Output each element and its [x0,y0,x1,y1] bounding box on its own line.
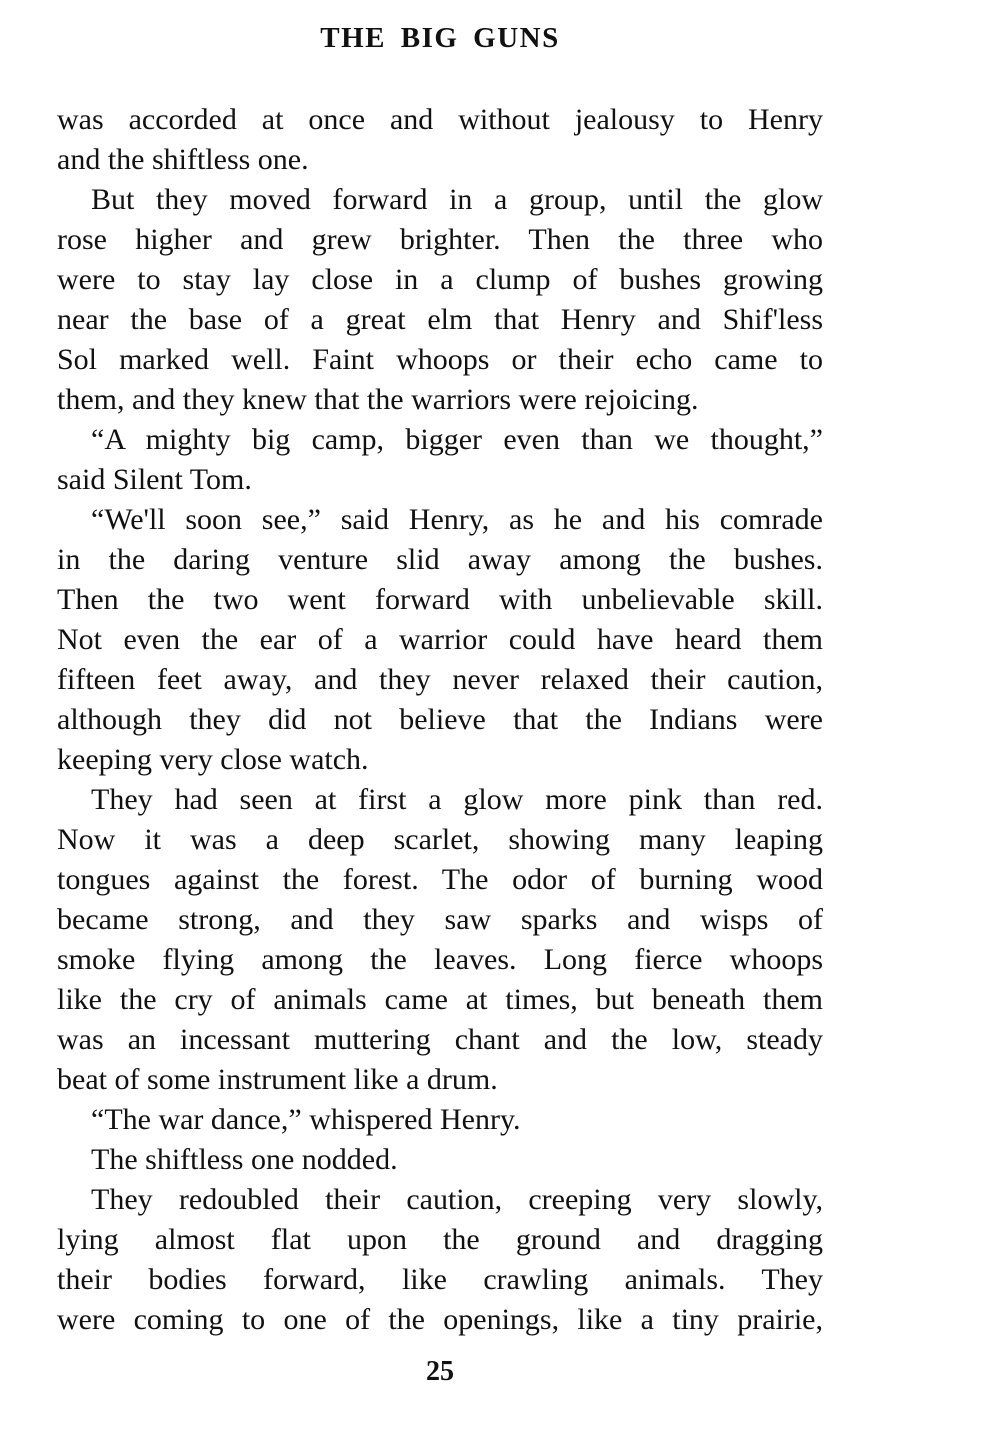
text-line: them, and they knew that the warriors were rejoicing. [57,383,699,416]
text-line: said Silent Tom. [57,463,252,496]
text-line: lying almost flat upon the ground and dragging [57,1223,823,1256]
text-line: like the cry of animals came at times, but beneath them [57,983,823,1016]
text-line: near the base of a great elm that Henry and Shif'less [57,303,823,336]
text-line: Now it was a deep scarlet, showing many leaping [57,823,823,856]
text-line: their bodies forward, like crawling animals. They [57,1263,823,1296]
text-line: in the daring venture slid away among the bushes. [57,543,823,576]
text-line: was accorded at once and without jealousy to Henry [57,103,823,136]
text-line: and the shiftless one. [57,143,309,176]
body-text [57,100,823,1340]
text-line: “The war dance,” whispered Henry. [91,1103,521,1136]
text-line: Sol marked well. Faint whoops or their echo came to [57,343,823,376]
text-line: “A mighty big camp, bigger even than we thought,” [91,423,823,456]
running-head: THE BIG GUNS [320,22,560,54]
text-line: Then the two went forward with unbelievable skill. [57,583,823,616]
text-line: They redoubled their caution, creeping very slowly, [91,1183,823,1216]
text-line: But they moved forward in a group, until the glow [91,183,823,216]
text-line: rose higher and grew brighter. Then the three who [57,223,823,256]
text-line: Not even the ear of a warrior could have heard them [57,623,823,656]
text-line: smoke flying among the leaves. Long fierce whoops [57,943,823,976]
text-line: were coming to one of the openings, like a tiny prairie, [57,1303,823,1336]
text-line: although they did not believe that the Indians were [57,703,823,736]
text-line: were to stay lay close in a clump of bushes growing [57,263,823,296]
text-line: “We'll soon see,” said Henry, as he and his comrade [91,503,823,536]
text-line: beat of some instrument like a drum. [57,1063,498,1096]
text-line: tongues against the forest. The odor of burning wood [57,863,823,896]
text-line: keeping very close watch. [57,743,369,776]
text-line: became strong, and they saw sparks and wisps of [57,903,823,936]
text-line: They had seen at first a glow more pink than red. [91,783,823,816]
text-line: The shiftless one nodded. [91,1143,398,1176]
text-line: fifteen feet away, and they never relaxed their caution, [57,663,823,696]
text-line: was an incessant muttering chant and the low, steady [57,1023,823,1056]
page-number: 25 [426,1356,454,1387]
